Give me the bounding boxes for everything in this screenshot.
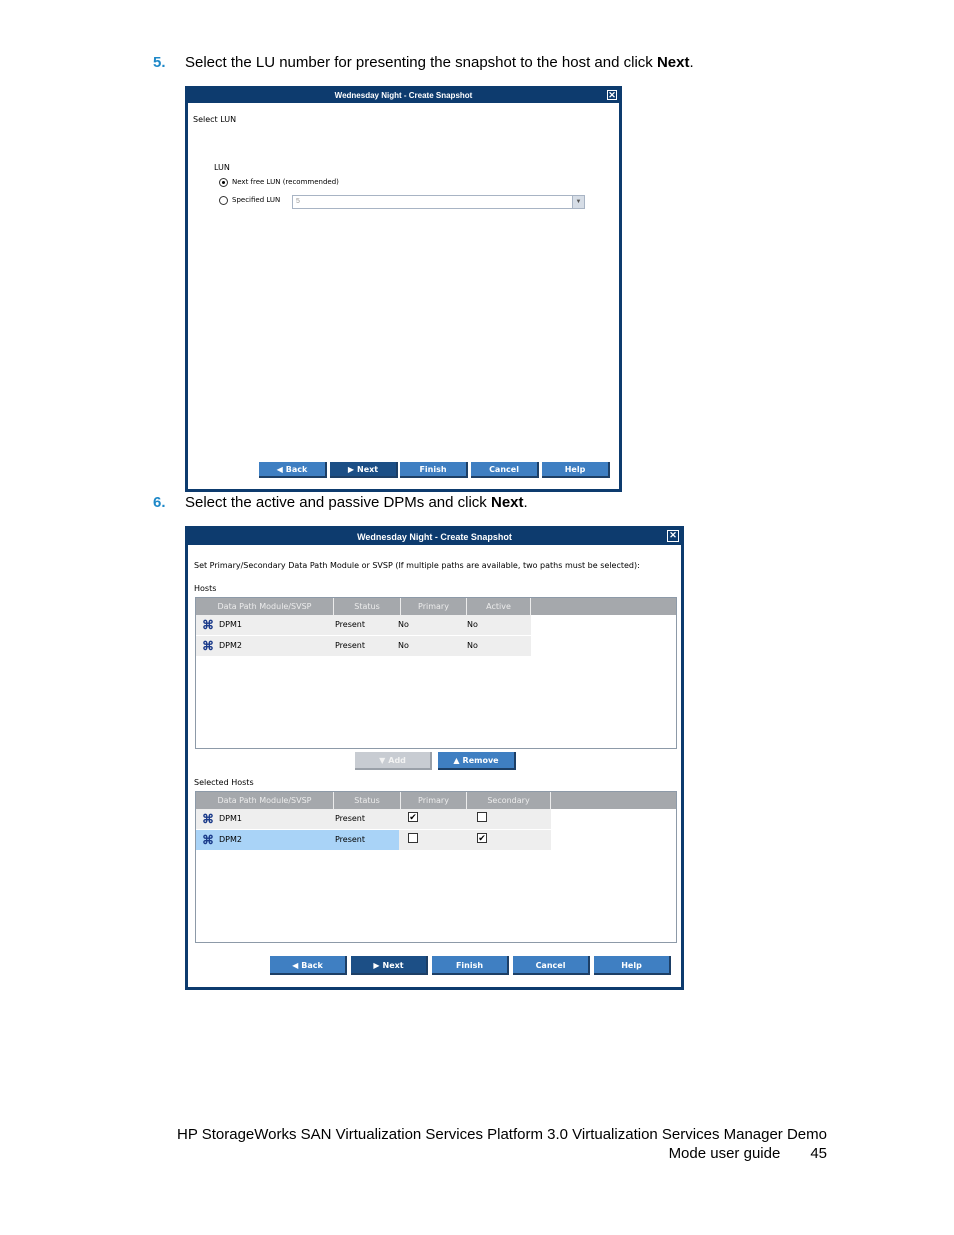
finish-button[interactable]: Finish bbox=[400, 462, 468, 478]
back-button[interactable]: ◀ Back bbox=[270, 956, 347, 975]
hosts-label: Hosts bbox=[194, 584, 217, 593]
radio-next-free-lun-label: Next free LUN (recommended) bbox=[232, 178, 339, 186]
dialog-titlebar bbox=[188, 89, 619, 103]
add-button[interactable]: ▼ Add bbox=[355, 752, 432, 770]
step-number: 5. bbox=[153, 54, 166, 71]
arrow-right-icon: ▶ bbox=[373, 961, 380, 970]
table-row-selected[interactable]: ⌘ DPM2 Present ✔ bbox=[196, 830, 551, 850]
dpm-icon: ⌘ bbox=[202, 639, 214, 653]
radio-next-free-lun[interactable] bbox=[219, 178, 228, 187]
table-row[interactable]: ⌘ DPM2 Present No No bbox=[196, 636, 531, 656]
help-button[interactable]: Help bbox=[542, 462, 610, 478]
secondary-checkbox[interactable] bbox=[477, 812, 487, 822]
specified-lun-value: 5 bbox=[296, 198, 300, 205]
help-button[interactable]: Help bbox=[594, 956, 671, 975]
set-dpm-dialog bbox=[185, 526, 684, 990]
dpm-icon: ⌘ bbox=[202, 618, 214, 632]
arrow-left-icon: ◀ bbox=[292, 961, 299, 970]
selected-hosts-table-header bbox=[196, 792, 676, 809]
step-5-text: 5. Select the LU number for presenting the snapshot to the host and click Next. bbox=[153, 54, 694, 71]
finish-button[interactable]: Finish bbox=[432, 956, 509, 975]
col-active[interactable]: Active bbox=[467, 598, 531, 615]
radio-specified-lun[interactable] bbox=[219, 196, 228, 205]
col-status[interactable]: Status bbox=[334, 792, 401, 809]
page-number: 45 bbox=[810, 1145, 827, 1162]
col-status[interactable]: Status bbox=[334, 598, 401, 615]
arrow-up-icon: ▲ bbox=[453, 756, 460, 765]
instruction-text: Set Primary/Secondary Data Path Module or SVSP (If multiple paths are available, two paths must be selected): bbox=[194, 561, 640, 570]
arrow-right-icon: ▶ bbox=[347, 465, 355, 474]
footer-subtitle: Mode user guide bbox=[668, 1145, 781, 1162]
remove-button[interactable]: ▲ Remove bbox=[438, 752, 516, 770]
page-footer bbox=[177, 1125, 827, 1163]
hosts-table bbox=[195, 597, 677, 749]
arrow-down-icon: ▼ bbox=[379, 756, 386, 765]
table-row[interactable]: ⌘ DPM1 Present No No bbox=[196, 615, 531, 635]
step-6-text: 6. Select the active and passive DPMs and click Next. bbox=[153, 494, 528, 511]
secondary-checkbox[interactable]: ✔ bbox=[478, 833, 486, 843]
cancel-button[interactable]: Cancel bbox=[471, 462, 539, 478]
footer-title: HP StorageWorks SAN Virtualization Services Platform 3.0 Virtualization Services Manager Demo bbox=[176, 1126, 827, 1143]
col-primary[interactable]: Primary bbox=[401, 598, 467, 615]
next-button[interactable]: ▶ Next bbox=[351, 956, 428, 975]
dpm-icon: ⌘ bbox=[202, 812, 214, 826]
cancel-button[interactable]: Cancel bbox=[513, 956, 590, 975]
close-icon[interactable]: ✕ bbox=[608, 90, 616, 100]
close-icon[interactable]: ✕ bbox=[667, 530, 679, 542]
back-button[interactable]: ◀ Back bbox=[259, 462, 327, 478]
arrow-left-icon: ◀ bbox=[276, 465, 283, 474]
dialog-title: Wednesday Night - Create Snapshot bbox=[357, 532, 512, 542]
select-lun-heading: Select LUN bbox=[193, 115, 237, 124]
radio-specified-lun-label: Specified LUN bbox=[232, 196, 281, 204]
col-primary[interactable]: Primary bbox=[401, 792, 467, 809]
lun-group-label: LUN bbox=[214, 163, 230, 172]
dialog-title: Wednesday Night - Create Snapshot bbox=[334, 91, 473, 100]
col-dpm[interactable]: Data Path Module/SVSP bbox=[196, 792, 334, 809]
specified-lun-dropdown[interactable] bbox=[292, 195, 585, 209]
table-row[interactable]: ⌘ DPM1 Present ✔ bbox=[196, 809, 551, 829]
next-button[interactable]: ▶ Next bbox=[330, 462, 398, 478]
primary-checkbox[interactable] bbox=[408, 833, 418, 843]
primary-checkbox[interactable]: ✔ bbox=[409, 812, 417, 822]
col-secondary[interactable]: Secondary bbox=[467, 792, 551, 809]
step-number: 6. bbox=[153, 494, 166, 511]
hosts-table-header bbox=[196, 598, 676, 615]
selected-hosts-label: Selected Hosts bbox=[194, 778, 254, 787]
chevron-down-icon[interactable]: ▼ bbox=[572, 196, 584, 208]
dialog-titlebar bbox=[188, 529, 681, 545]
dpm-icon: ⌘ bbox=[202, 833, 214, 847]
select-lun-dialog bbox=[185, 86, 622, 492]
col-dpm[interactable]: Data Path Module/SVSP bbox=[196, 598, 334, 615]
selected-hosts-table bbox=[195, 791, 677, 943]
